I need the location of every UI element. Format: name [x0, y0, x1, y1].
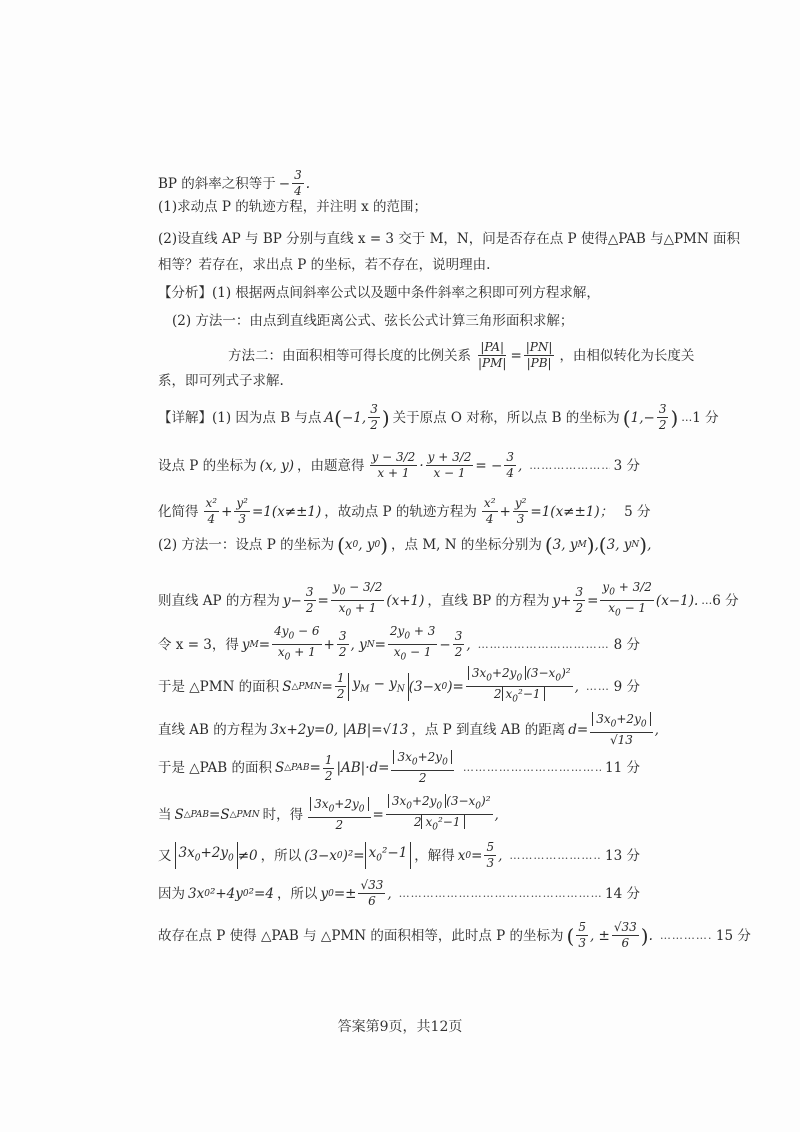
- detail-ym-yn: 令 x = 3，得 y M = $\frac{4y_0 - 6}{x_0 + 1}$ + $\frac{3}{2}$ , y N = $\frac{2y_0 + 3}{x_0 - 1}$ − $\frac{3}{2}$ , …………………………………………………………………………………………………… 8 分: [158, 624, 640, 666]
- detail-line-ab: 直线 AB 的方程为 3x+2y=0, |AB|=√13 ，点 P 到直线 AB 的距离 d= $\frac{3x_0+2y_0}{√13}$ ,: [158, 712, 659, 748]
- detail-equal-areas: 当 S △PAB =S △PMN 时，得 $\frac{3x_0+2y_0}{2}$ = $\frac{3x_0+2y_0 (3-x_0)^2}{2 x_0^2-1}$ ,: [158, 794, 499, 833]
- analysis-heading: 【分析】(1) 根据两点间斜率公式以及题中条件斜率之积即可列方程求解，: [158, 285, 600, 301]
- math-ratio: $\frac{|PA|}{|PM|}$ = $\frac{|PN|}{|PB|}$: [478, 340, 553, 370]
- detail-area-pab: 于是 △PAB 的面积 S △PAB = $\frac{1}{2}$ |AB|·d= $\frac{3x_0+2y_0}{2}$ …………………………………………………………………………………………………… 11 分: [158, 750, 640, 786]
- analysis-method-2-cont: 系，即可列式子求解.: [158, 373, 284, 389]
- math-neg-three-quarters: − $\frac{3}{4}$ .: [278, 168, 311, 198]
- math-point-a: A ( −1, $\frac{3}{2}$ ): [324, 402, 390, 432]
- detail-step-3: 化简得 $\frac{\text{x²}}{4}$ + $\frac{\text{y²}}{3}$ =1(x≠±1) ，故动点 P 的轨迹方程为 $\frac{\text{x²}}{4}$ + $\frac{\text{y²}}{3}$ =1(x≠±1)； 5 分: [158, 496, 651, 526]
- question-part-2-cont: 相等？若存在，求出点 P 的坐标，若不存在，说明理由.: [158, 257, 491, 273]
- detail-area-pmn: 于是 △PMN 的面积 S △PMN = $\frac{1}{2}$ $y_M - y_N$ (3−x 0 )= $\frac{3x_0+2y_0 (3-x_0)^2}{2 x_0^2-1}$ , …………………………………………………………………………………………………… 9 分: [158, 666, 640, 708]
- line-slope-product: BP 的斜率之积等于 − $\frac{3}{4}$ .: [158, 168, 311, 198]
- math-slope-equation: $\frac{y - 3/2}{x + 1}$ · $\frac{y + 3/2}{x - 1}$ = − $\frac{3}{4}$ ,: [371, 450, 523, 480]
- analysis-method-2: 方法二：由面积相等可得长度的比例关系 $\frac{|PA|}{|PM|}$ = $\frac{|PN|}{|PB|}$ ，由相似转化为长度关: [228, 340, 695, 370]
- question-part-1: (1)求动点 P 的轨迹方程，并注明 x 的范围；: [158, 199, 427, 215]
- detail-line-equations: 则直线 AP 的方程为 y− $\frac{3}{2}$ = $\frac{y_0 - 3/2}{x_0 + 1}$ (x+1) ，直线 BP 的方程为 y+ $\frac{3}{2}$ = $\frac{y_0 + 3/2}{x_0 - 1}$ (x−1). … 6 分: [158, 580, 739, 619]
- math-point-b: ( 1,− $\frac{3}{2}$ ): [622, 402, 679, 432]
- detail-solve-y0: 因为 3x 0 ²+4y 0 ²=4 ，所以 y 0 =± $\frac{√33}{6}$ , …………………………………………………………………………………………………… 14 分: [158, 878, 640, 909]
- detail-solve-x0: 又 $3x_0+2y_0$ ≠0 ，所以 (3−x 0 )²= $x_0^2-1$ ，解得 x 0 = $\frac{5}{3}$ , …………………………………………………………………………………………………… 13 分: [158, 840, 640, 871]
- detail-part-2-setup: (2) 方法一：设点 P 的坐标为 ( x 0 , y 0 ) ，点 M, N 的坐标分别为 ( 3, y M ) , ( 3, y N ) ,: [158, 533, 652, 557]
- detail-step-1: 【详解】(1) 因为点 B 与点 A ( −1, $\frac{3}{2}$ ) 关于原点 O 对称，所以点 B 的坐标为 ( 1,− $\frac{3}{2}$ ) … 1 分: [158, 402, 719, 432]
- detail-step-2: 设点 P 的坐标为 (x, y) ，由题意得 $\frac{y - 3/2}{x + 1}$ · $\frac{y + 3/2}{x - 1}$ = − $\frac{3}{4}$ , …………………………………………………………………………………………………… 3 分: [158, 450, 640, 481]
- analysis-method-1: (2) 方法一：由点到直线距离公式、弦长公式计算三角形面积求解；: [172, 313, 574, 329]
- detail-conclusion: 故存在点 P 使得 △PAB 与 △PMN 的面积相等，此时点 P 的坐标为 ( $\frac{5}{3}$ , ± $\frac{√33}{6}$ ) . …………………………………………………………………………………………………… 15 分: [158, 920, 640, 951]
- page-footer: 答案第9页，共12页: [337, 1019, 463, 1035]
- question-part-2: (2)设直线 AP 与 BP 分别与直线 x = 3 交于 M，N，问是否存在点 P 使得△PAB 与△PMN 面积: [158, 231, 740, 247]
